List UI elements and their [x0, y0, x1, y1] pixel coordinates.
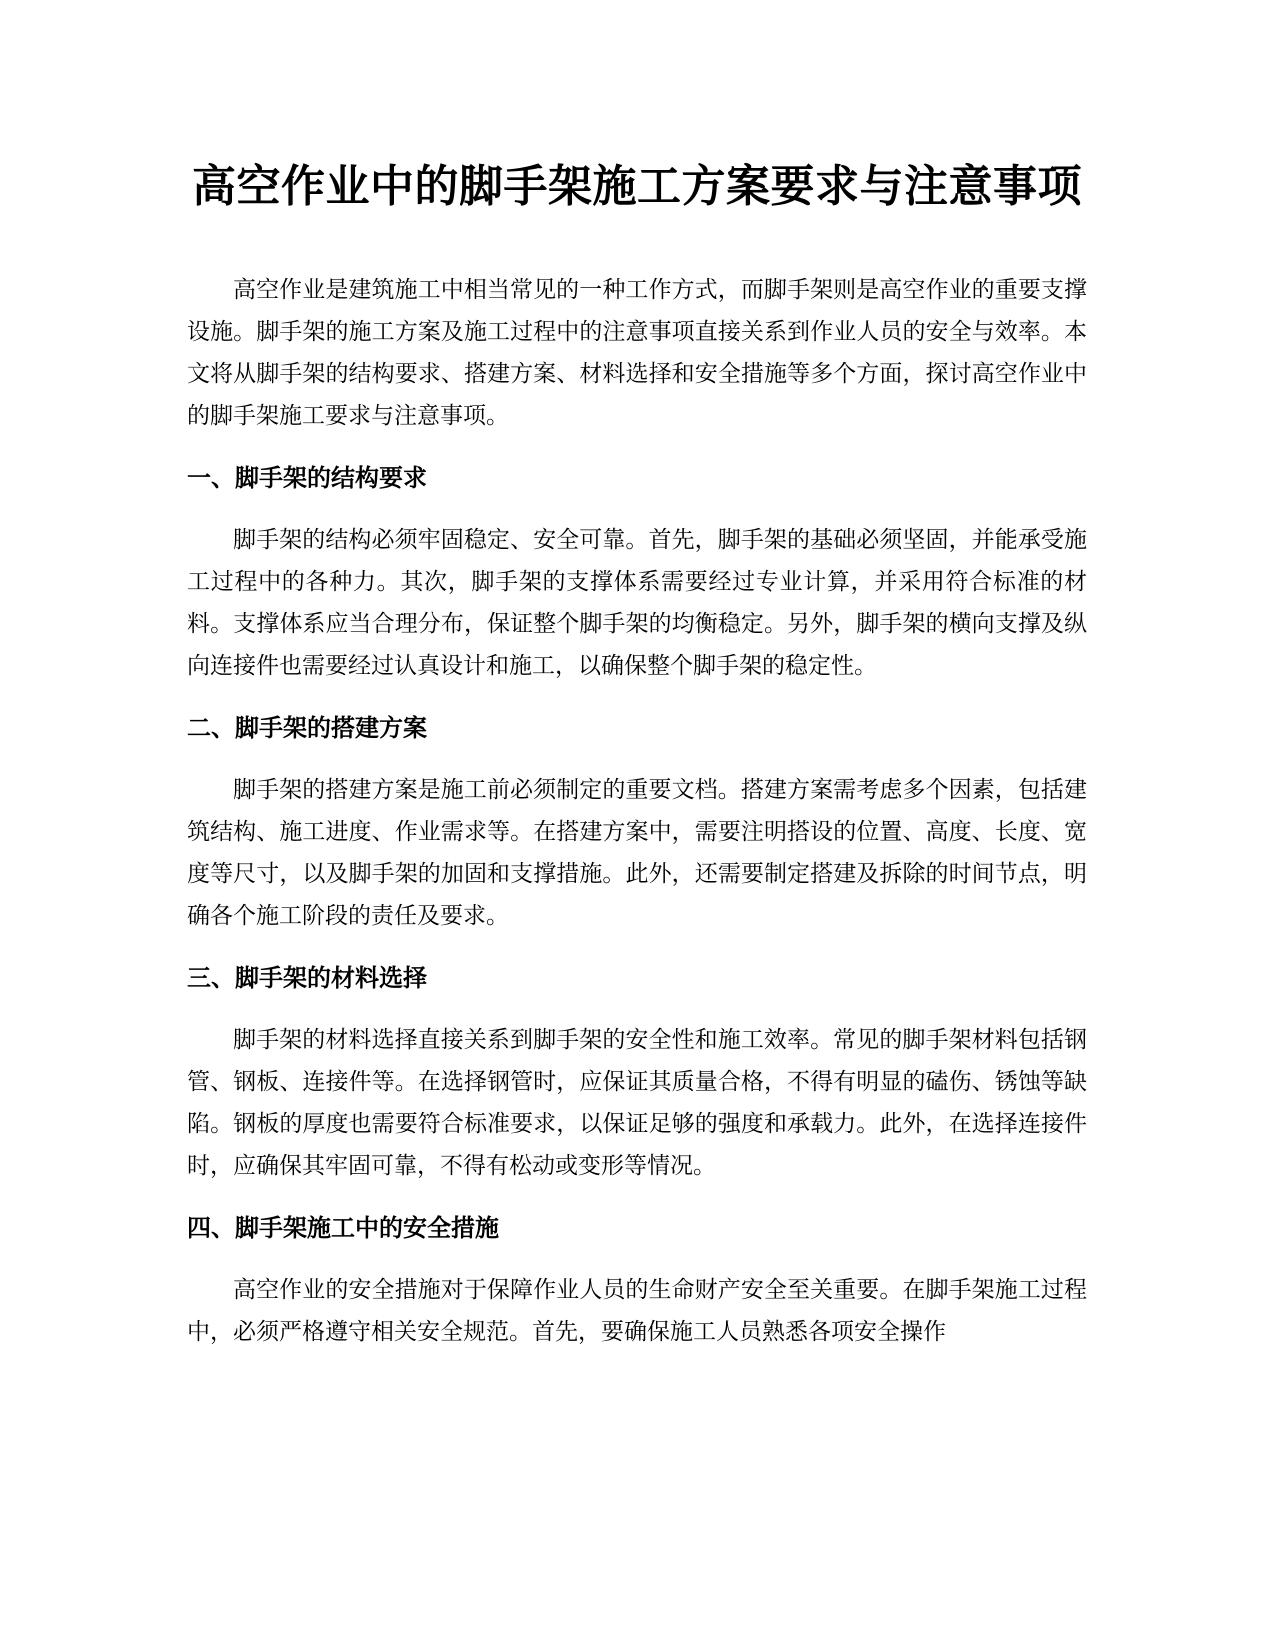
section-heading-structure: 一、脚手架的结构要求	[187, 464, 427, 492]
section-body-safety: 高空作业的安全措施对于保障作业人员的生命财产安全至关重要。在脚手架施工过程中，必须严格遵守相关安全规范。首先，要确保施工人员熟悉各项安全操作	[187, 1277, 1087, 1345]
document-title: 高空作业中的脚手架施工方案要求与注意事项	[192, 161, 1082, 212]
section-body-structure: 脚手架的结构必须牢固稳定、安全可靠。首先，脚手架的基础必须坚固，并能承受施工过程中的各种力。其次，脚手架的支撑体系需要经过专业计算，并采用符合标准的材料。支撑体系应当合理分布，保证整个脚手架的均衡稳定。另外，脚手架的横向支撑及纵向连接件也需要经过认真设计和施工，以确保整个脚手架的稳定性。	[187, 527, 1087, 679]
section-heading-materials: 三、脚手架的材料选择	[187, 964, 427, 992]
section-body-erection-plan: 脚手架的搭建方案是施工前必须制定的重要文档。搭建方案需考虑多个因素，包括建筑结构、施工进度、作业需求等。在搭建方案中，需要注明搭设的位置、高度、长度、宽度等尺寸，以及脚手架的加固和支撑措施。此外，还需要制定搭建及拆除的时间节点，明确各个施工阶段的责任及要求。	[187, 777, 1087, 929]
intro-paragraph: 高空作业是建筑施工中相当常见的一种工作方式，而脚手架则是高空作业的重要支撑设施。脚手架的施工方案及施工过程中的注意事项直接关系到作业人员的安全与效率。本文将从脚手架的结构要求、搭建方案、材料选择和安全措施等多个方面，探讨高空作业中的脚手架施工要求与注意事项。	[187, 277, 1087, 429]
document-content	[187, 147, 1087, 1373]
section-body-materials: 脚手架的材料选择直接关系到脚手架的安全性和施工效率。常见的脚手架材料包括钢管、钢板、连接件等。在选择钢管时，应保证其质量合格，不得有明显的磕伤、锈蚀等缺陷。钢板的厚度也需要符合标准要求，以保证足够的强度和承载力。此外，在选择连接件时，应确保其牢固可靠，不得有松动或变形等情况。	[187, 1027, 1087, 1179]
section-heading-erection-plan: 二、脚手架的搭建方案	[187, 714, 427, 742]
section-heading-safety: 四、脚手架施工中的安全措施	[187, 1214, 499, 1242]
